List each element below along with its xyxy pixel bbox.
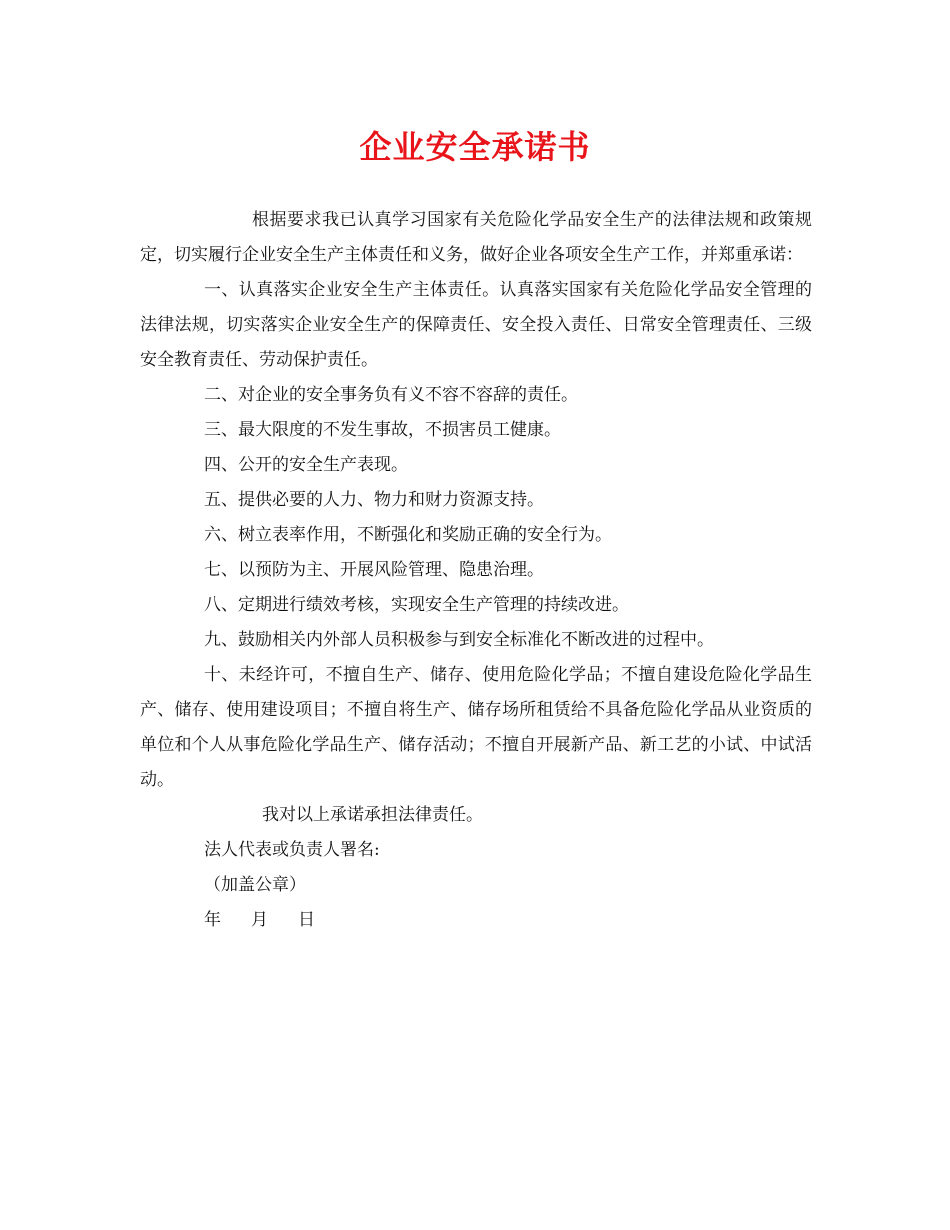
date-day: 日: [298, 910, 315, 930]
closing-statement: 我对以上承诺承担法律责任。: [262, 805, 483, 825]
commitment-item-5: 五、提供必要的人力、物力和财力资源支持。: [204, 490, 544, 510]
commitment-item-6: 六、树立表率作用，不断强化和奖励正确的安全行为。: [204, 525, 612, 545]
commitment-item-10: 十、未经许可，不擅自生产、储存、使用危险化学品；不擅自建设危险化学品生产、储存、使用建设项目；不擅自将生产、储存场所租赁给不具备危险化学品从业资质的单位和个人从事危险化学品生产、储存活动；不擅自开展新产品、新工艺的小试、中试活动。: [140, 665, 812, 790]
date-month: 月: [251, 910, 268, 930]
date-year: 年: [204, 910, 221, 930]
document-title: 企业安全承诺书: [359, 128, 591, 166]
intro-paragraph: 根据要求我已认真学习国家有关危险化学品安全生产的法律法规和政策规定，切实履行企业安全生产主体责任和义务，做好企业各项安全生产工作，并郑重承诺：: [140, 210, 812, 265]
commitment-item-1: 一、认真落实企业安全生产主体责任。认真落实国家有关危险化学品安全管理的法律法规，切实落实企业安全生产的保障责任、安全投入责任、日常安全管理责任、三级安全教育责任、劳动保护责任。: [140, 280, 812, 370]
commitment-item-8: 八、定期进行绩效考核，实现安全生产管理的持续改进。: [204, 595, 629, 615]
seal-label: （加盖公章）: [204, 875, 306, 895]
date-line: [140, 903, 812, 938]
commitment-item-7: 七、以预防为主、开展风险管理、隐患治理。: [204, 560, 544, 580]
commitment-item-2: 二、对企业的安全事务负有义不容不容辞的责任。: [204, 385, 578, 405]
commitment-item-3: 三、最大限度的不发生事故，不损害员工健康。: [204, 420, 561, 440]
commitment-item-4: 四、公开的安全生产表现。: [204, 455, 408, 475]
commitment-item-9: 九、鼓励相关内外部人员积极参与到安全标准化不断改进的过程中。: [204, 630, 714, 650]
document-body: [140, 203, 812, 938]
signature-label: 法人代表或负责人署名:: [204, 840, 380, 860]
